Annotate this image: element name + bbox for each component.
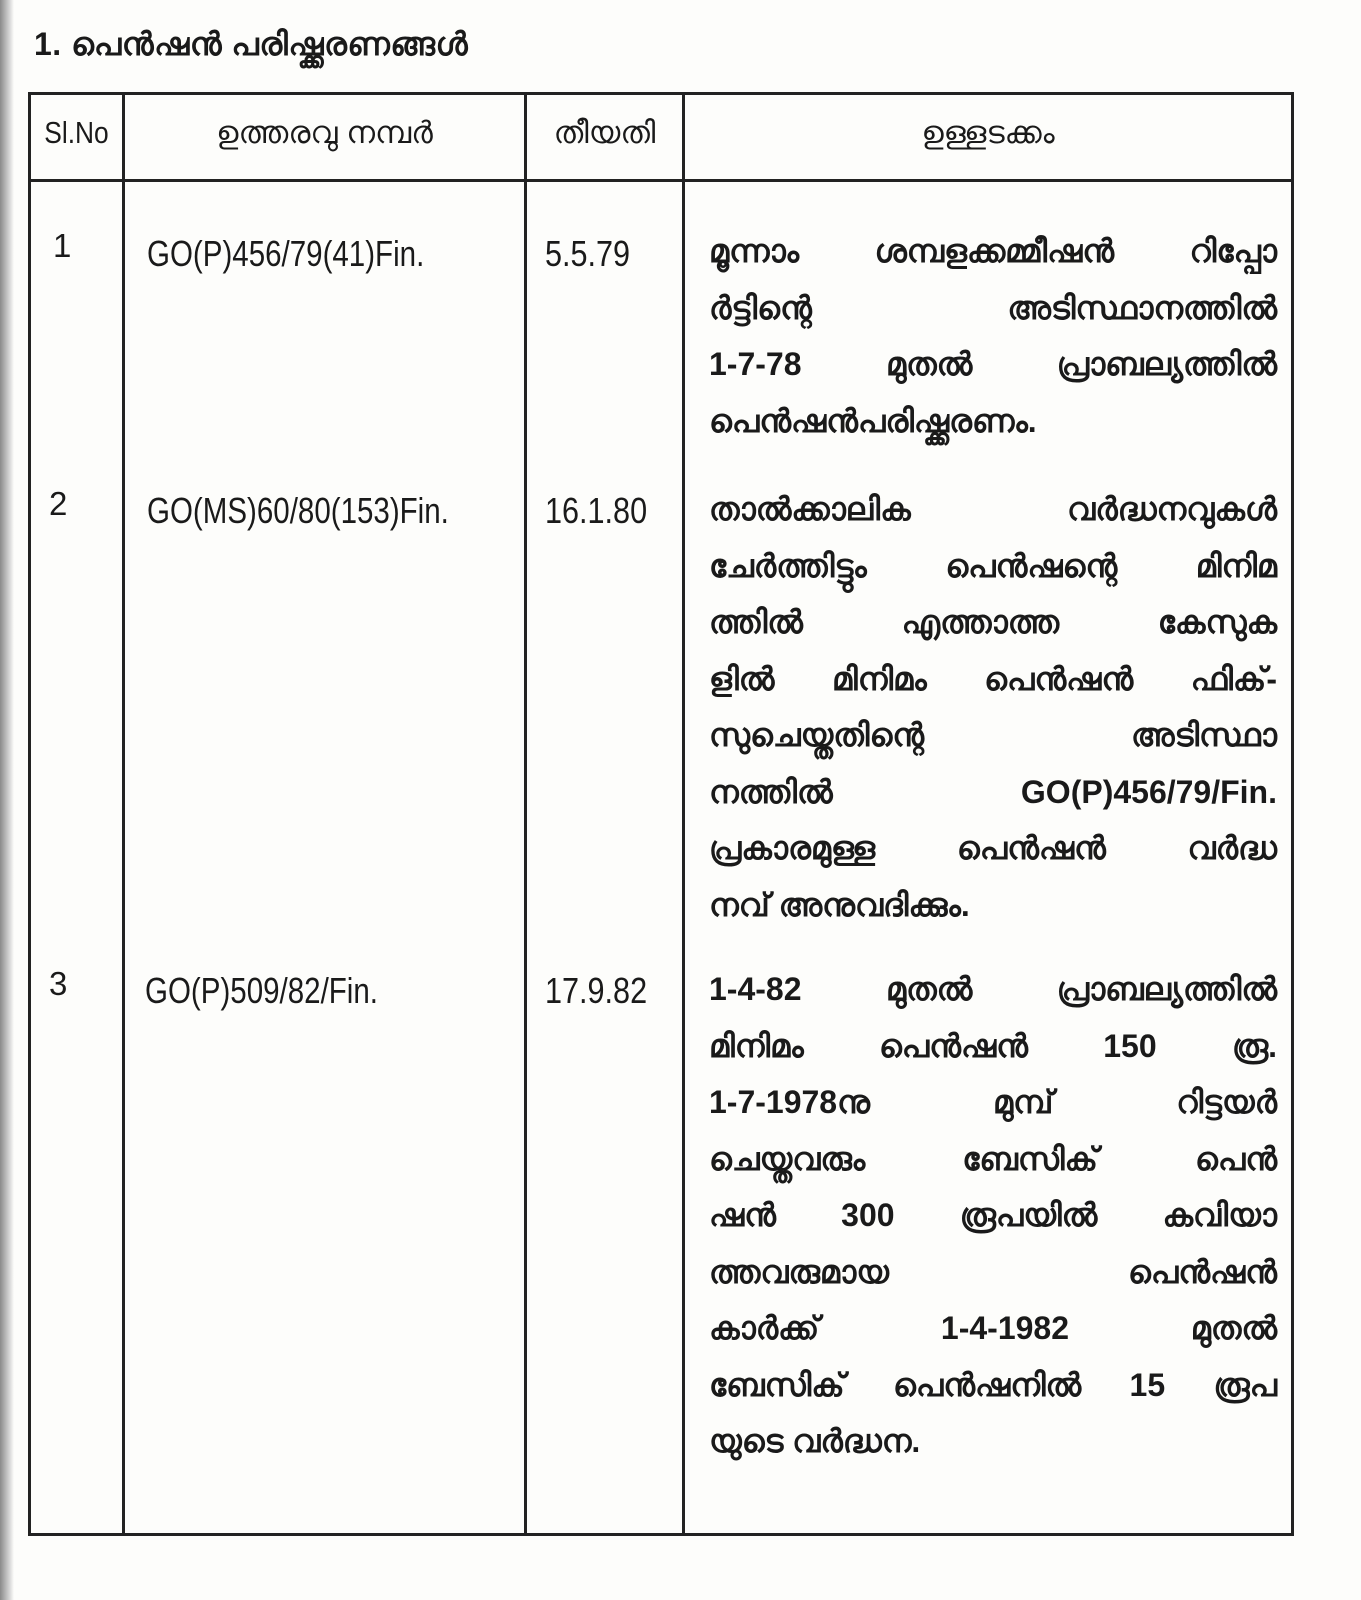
content-line: 1-7-1978നു മുമ്പ് റിട്ടയർ <box>709 1084 1277 1120</box>
scan-edge <box>0 0 14 1600</box>
row-1-date: 5.5.79 <box>545 233 631 274</box>
header-date: തീയതി <box>553 115 656 150</box>
content-line: 1-4-82 മുതൽ പ്രാബല്യത്തിൽ <box>709 971 1277 1007</box>
content-line: പ്രകാരമുള്ള പെൻഷൻ വർദ്ധ <box>709 830 1277 866</box>
row-1-content <box>709 223 1277 449</box>
content-line: നവ് അനുവദിക്കും. <box>709 886 970 923</box>
row-2-order-no: GO(MS)60/80(153)Fin. <box>147 490 449 531</box>
column-divider <box>524 95 527 1533</box>
content-line: 1-7-78 മുതൽ പ്രാബല്യത്തിൽ <box>709 346 1277 382</box>
pension-revisions-table <box>28 92 1294 1536</box>
content-line: പെൻഷൻപരിഷ്ക്കരണം. <box>709 402 1037 439</box>
content-line: മൂന്നാം ശമ്പളക്കമ്മീഷൻ റിപ്പോ <box>709 233 1277 269</box>
content-line: ത്തിൽ എത്താത്ത കേസുക <box>709 604 1277 640</box>
content-line: സുചെയ്തതിന്റെ അടിസ്ഥാ <box>709 717 1277 753</box>
row-2-sl-no: 2 <box>49 485 68 522</box>
row-3-date: 17.9.82 <box>545 970 648 1011</box>
row-3-sl-no: 3 <box>49 965 68 1002</box>
section-title: 1. പെൻഷൻ പരിഷ്ക്കരണങ്ങൾ <box>34 26 469 62</box>
content-line: താൽക്കാലിക വർദ്ധനവുകൾ <box>709 491 1277 527</box>
row-2-content <box>709 481 1277 933</box>
content-line: നത്തിൽ GO(P)456/79/Fin. <box>709 773 1277 810</box>
row-1-order-no: GO(P)456/79(41)Fin. <box>147 233 425 274</box>
column-divider <box>682 95 685 1533</box>
row-3-content <box>709 961 1277 1470</box>
column-divider <box>122 95 125 1533</box>
content-line: ബേസിക് പെൻഷനിൽ 15 രൂപ <box>709 1366 1277 1403</box>
header-content: ഉള്ളടക്കം <box>921 115 1055 150</box>
content-line: മിനിമം പെൻഷൻ 150 രൂ. <box>709 1027 1277 1064</box>
row-2-date: 16.1.80 <box>545 490 648 531</box>
content-line: കാർക്ക് 1-4-1982 മുതൽ <box>709 1310 1277 1346</box>
content-line: ത്തവരുമായ പെൻഷൻ <box>709 1253 1277 1290</box>
header-divider <box>31 179 1291 182</box>
row-3-order-no: GO(P)509/82/Fin. <box>145 970 378 1011</box>
content-line: ഷൻ 300 രൂപയിൽ കവിയാ <box>709 1197 1277 1233</box>
row-1-sl-no: 1 <box>53 227 72 264</box>
content-line: ർട്ടിന്റെ അടിസ്ഥാനത്തിൽ <box>709 289 1277 326</box>
content-line: യുടെ വർദ്ധന. <box>709 1423 921 1459</box>
content-line: ചെയ്തവരും ബേസിക് പെൻ <box>709 1140 1277 1177</box>
header-order-number: ഉത്തരവു നമ്പർ <box>216 115 433 150</box>
header-sl-no: Sl.No <box>44 115 109 150</box>
content-line: ചേർത്തിട്ടും പെൻഷന്റെ മിനിമ <box>709 547 1277 584</box>
content-line: ളിൽ മിനിമം പെൻഷൻ ഫിക്- <box>709 660 1277 697</box>
